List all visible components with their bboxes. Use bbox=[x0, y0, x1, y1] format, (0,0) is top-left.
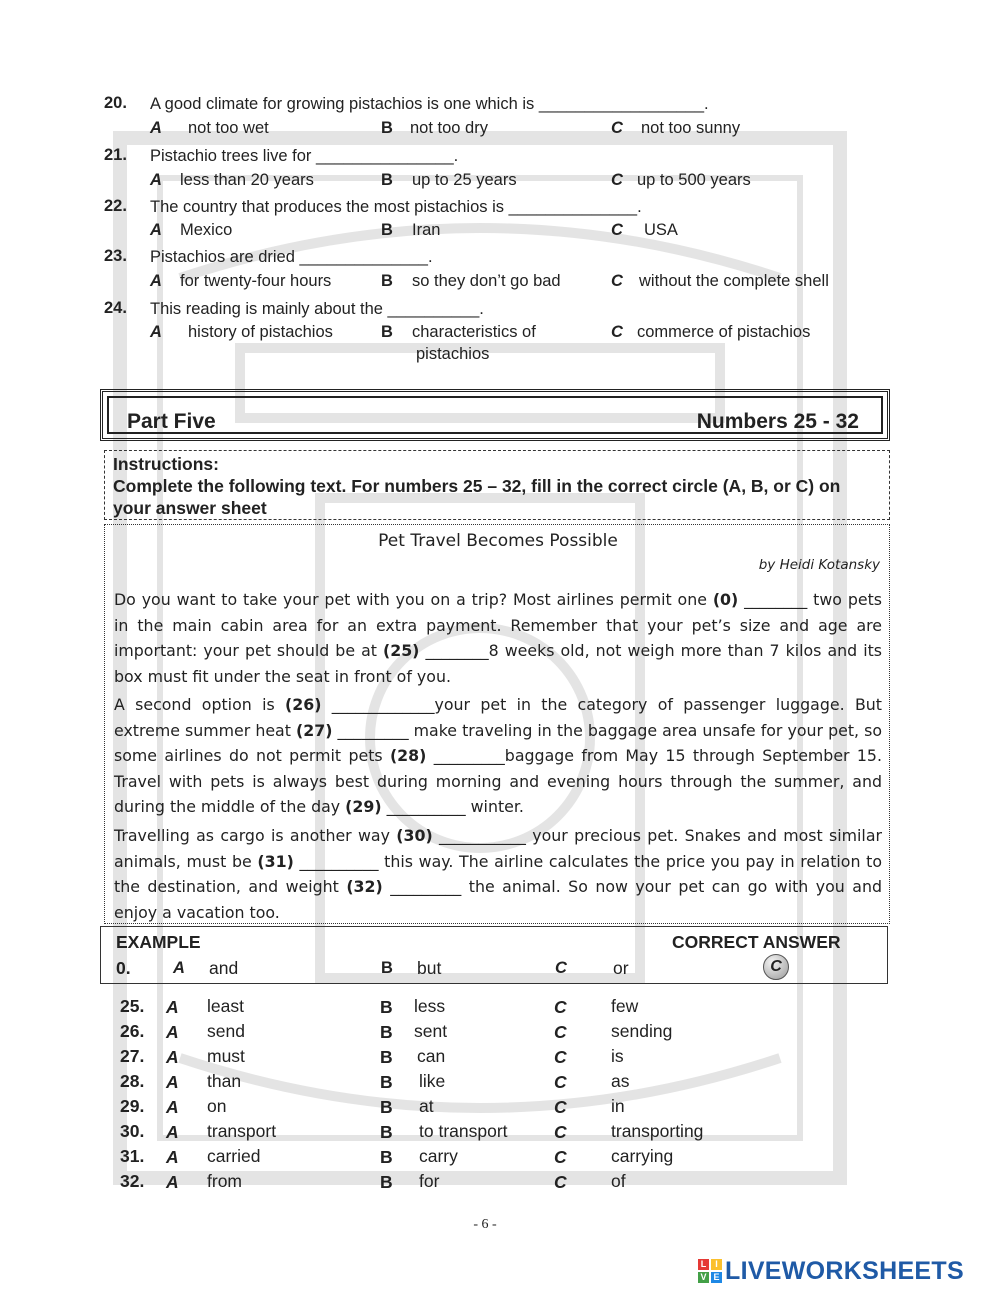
answer-option-b: carry bbox=[419, 1146, 458, 1166]
option-letter-b: B bbox=[380, 997, 393, 1017]
option-letter-c: C bbox=[554, 1097, 567, 1117]
question-stem: This reading is mainly about the __________. bbox=[150, 300, 484, 318]
reading-paragraph-2 bbox=[114, 692, 882, 820]
answer-option-b: less bbox=[414, 996, 446, 1016]
instructions-box bbox=[104, 450, 890, 520]
answer-option-b: for bbox=[419, 1171, 440, 1191]
correct-answer-label: CORRECT ANSWER bbox=[672, 932, 841, 952]
option-c: commerce of pistachios bbox=[637, 323, 811, 341]
option-letter-a: A bbox=[166, 1172, 179, 1192]
answer-number: 31. bbox=[120, 1146, 145, 1166]
text: _________baggage from May 15 through September 15. Travel with pets is always best during morning and evening hours through the summer, and during the middle of the day bbox=[114, 746, 882, 816]
answer-option-a: must bbox=[207, 1046, 245, 1066]
text: ________8 weeks old, not weigh more than 7 kilos and its box must fit under the seat in front of you. bbox=[114, 641, 883, 686]
option-letter-a: A bbox=[166, 1122, 179, 1142]
answer-number: 28. bbox=[120, 1071, 145, 1091]
option-letter-b: B bbox=[380, 1172, 393, 1192]
answer-option-b: sent bbox=[414, 1021, 448, 1041]
option-letter-a: A bbox=[150, 221, 162, 239]
reading-box bbox=[104, 524, 890, 924]
answer-option-c: of bbox=[611, 1171, 626, 1191]
option-letter-c: C bbox=[554, 1022, 567, 1042]
option-letter-b: B bbox=[380, 1022, 393, 1042]
part-header bbox=[100, 389, 890, 441]
instructions-body: Complete the following text. For numbers 25 – 32, fill in the correct circle (A, B, or C) on your answer sheet bbox=[113, 476, 841, 518]
question-number: 20. bbox=[104, 94, 127, 112]
text: __________ winter. bbox=[381, 797, 524, 816]
option-letter-b: B bbox=[381, 323, 393, 341]
option-b: Iran bbox=[412, 221, 441, 239]
blank-number: (29) bbox=[345, 797, 382, 816]
option-letter-b: B bbox=[380, 1147, 393, 1167]
option-b: so they don’t go bad bbox=[412, 272, 561, 290]
blank-number: (28) bbox=[389, 746, 427, 765]
option-letter-a: A bbox=[166, 997, 179, 1017]
text: Do you want to take your pet with you on a trip? Most airlines permit one bbox=[114, 590, 713, 609]
blank-number: (30) bbox=[396, 826, 433, 845]
option-a: Mexico bbox=[180, 221, 233, 239]
option-b: characteristics of bbox=[412, 323, 536, 341]
text: Travelling as cargo is another way bbox=[114, 826, 397, 845]
option-a: not too wet bbox=[188, 119, 269, 137]
answer-option-a: from bbox=[207, 1171, 242, 1191]
answer-number: 30. bbox=[120, 1121, 145, 1141]
example-option-a: and bbox=[209, 958, 239, 978]
logo-icon bbox=[698, 1259, 722, 1283]
answer-number: 29. bbox=[120, 1096, 145, 1116]
option-c: not too sunny bbox=[641, 119, 741, 137]
text: _________ the animal. So now your pet can go with you and enjoy a vacation too. bbox=[114, 877, 882, 922]
option-letter-c: C bbox=[611, 272, 623, 290]
option-letter-c: C bbox=[611, 323, 623, 341]
option-letter-b: B bbox=[381, 272, 393, 290]
answer-option-c: sending bbox=[611, 1021, 673, 1041]
answer-option-c: few bbox=[611, 996, 639, 1016]
option-letter-a: A bbox=[166, 1147, 179, 1167]
option-letter-c: C bbox=[554, 1172, 567, 1192]
text: _____________your pet in the category of passenger luggage. But extreme summer heat bbox=[114, 695, 882, 740]
page-number: - 6 - bbox=[473, 1217, 497, 1232]
answer-option-a: least bbox=[207, 996, 244, 1016]
option-letter-a: A bbox=[150, 323, 162, 341]
option-letter-b: B bbox=[380, 1122, 393, 1142]
option-letter-b: B bbox=[381, 221, 393, 239]
option-letter-a: A bbox=[166, 1047, 179, 1067]
blank-number: (31) bbox=[257, 851, 294, 871]
option-letter-c: C bbox=[554, 1047, 567, 1067]
answer-option-c: is bbox=[611, 1046, 624, 1066]
logo-tile: L bbox=[698, 1259, 709, 1270]
text: A second option is bbox=[114, 695, 286, 714]
option-letter-b: B bbox=[380, 1047, 393, 1067]
answer-option-c: in bbox=[611, 1096, 625, 1116]
answer-option-c: transporting bbox=[611, 1121, 704, 1141]
part-numbers: Numbers 25 - 32 bbox=[696, 410, 859, 433]
part-title: Part Five bbox=[127, 410, 216, 433]
reading-paragraph-1 bbox=[114, 587, 882, 689]
answer-option-c: as bbox=[611, 1071, 630, 1091]
answer-number: 26. bbox=[120, 1021, 145, 1041]
option-letter-c: C bbox=[555, 959, 567, 977]
option-letter-b: B bbox=[381, 959, 393, 977]
logo-tile: E bbox=[711, 1272, 722, 1283]
answer-option-a: than bbox=[207, 1071, 242, 1091]
option-letter-a: A bbox=[150, 272, 162, 290]
answer-option-a: on bbox=[207, 1096, 227, 1116]
option-letter-c: C bbox=[611, 221, 623, 239]
answer-number: 32. bbox=[120, 1171, 145, 1191]
correct-answer-bubble: C bbox=[763, 954, 789, 980]
option-letter-b: B bbox=[381, 171, 393, 189]
answer-option-b: to transport bbox=[419, 1121, 508, 1141]
question-number: 24. bbox=[104, 299, 127, 317]
question-number: 21. bbox=[104, 146, 127, 164]
answer-option-c: carrying bbox=[611, 1146, 674, 1166]
text: _________ make traveling in the baggage area unsafe for your pet, so some airlines do not permit pets bbox=[114, 720, 882, 765]
option-letter-a: A bbox=[166, 1097, 179, 1117]
blank-number: (0) bbox=[712, 590, 739, 609]
text: ___________ your precious pet. Snakes and most similar animals, must be bbox=[114, 826, 882, 871]
example-option-c: or bbox=[613, 958, 629, 978]
option-letter-c: C bbox=[611, 171, 623, 189]
reading-byline: by Heidi Kotansky bbox=[758, 557, 880, 573]
option-c: up to 500 years bbox=[637, 171, 751, 189]
blank-number: (25) bbox=[382, 641, 420, 660]
answer-option-a: transport bbox=[207, 1121, 277, 1141]
instructions-heading: Instructions: bbox=[113, 454, 219, 474]
answer-number: 27. bbox=[120, 1046, 145, 1066]
example-number: 0. bbox=[116, 958, 131, 978]
option-c: without the complete shell bbox=[639, 272, 829, 290]
option-letter-b: B bbox=[381, 119, 393, 137]
option-letter-c: C bbox=[554, 1147, 567, 1167]
answer-option-b: can bbox=[417, 1046, 446, 1066]
question-stem: Pistachios are dried ______________. bbox=[150, 248, 433, 266]
example-box bbox=[100, 926, 888, 984]
logo-tile: V bbox=[698, 1272, 709, 1283]
answer-option-a: carried bbox=[207, 1146, 261, 1166]
brand-name: LIVEWORKSHEETS bbox=[725, 1257, 964, 1285]
question-number: 23. bbox=[104, 247, 127, 265]
option-b: up to 25 years bbox=[412, 171, 517, 189]
option-b-continued: pistachios bbox=[416, 345, 490, 363]
option-letter-a: A bbox=[150, 119, 162, 137]
answer-number: 25. bbox=[120, 996, 145, 1016]
answer-option-b: at bbox=[419, 1096, 434, 1116]
option-letter-b: B bbox=[380, 1097, 393, 1117]
option-letter-a: A bbox=[166, 1072, 179, 1092]
blank-number: (32) bbox=[346, 877, 383, 896]
option-letter-c: C bbox=[611, 119, 623, 137]
option-letter-c: C bbox=[554, 1122, 567, 1142]
option-letter-a: A bbox=[166, 1022, 179, 1042]
question-stem: A good climate for growing pistachios is one which is __________________. bbox=[150, 95, 709, 113]
question-number: 22. bbox=[104, 197, 127, 215]
answer-option-b: like bbox=[419, 1071, 446, 1091]
example-option-b: but bbox=[417, 958, 442, 978]
example-label: EXAMPLE bbox=[116, 932, 201, 952]
option-c: USA bbox=[644, 221, 678, 239]
option-a: for twenty-four hours bbox=[180, 272, 332, 290]
option-b: not too dry bbox=[410, 119, 488, 137]
text: __________ this way. The airline calculates the price you pay in relation to the destination, and weight bbox=[114, 851, 882, 896]
blank-number: (26) bbox=[285, 695, 322, 714]
question-stem: Pistachio trees live for _______________. bbox=[150, 147, 459, 165]
option-letter-c: C bbox=[554, 997, 567, 1017]
option-letter-a: A bbox=[150, 171, 162, 189]
option-a: less than 20 years bbox=[180, 171, 314, 189]
option-a: history of pistachios bbox=[188, 323, 333, 341]
option-letter-b: B bbox=[380, 1072, 393, 1092]
answer-option-a: send bbox=[207, 1021, 245, 1041]
option-letter-c: C bbox=[554, 1072, 567, 1092]
question-stem: The country that produces the most pistachios is ______________. bbox=[150, 198, 642, 216]
reading-paragraph-3 bbox=[114, 823, 882, 925]
text: ________ two pets in the main cabin area for an extra payment. Remember that your pet’s size and age are important: your pet should be at bbox=[114, 590, 882, 660]
option-letter-a: A bbox=[173, 959, 185, 977]
blank-number: (27) bbox=[296, 720, 333, 740]
reading-title: Pet Travel Becomes Possible bbox=[378, 531, 618, 551]
logo-tile: I bbox=[711, 1259, 722, 1270]
